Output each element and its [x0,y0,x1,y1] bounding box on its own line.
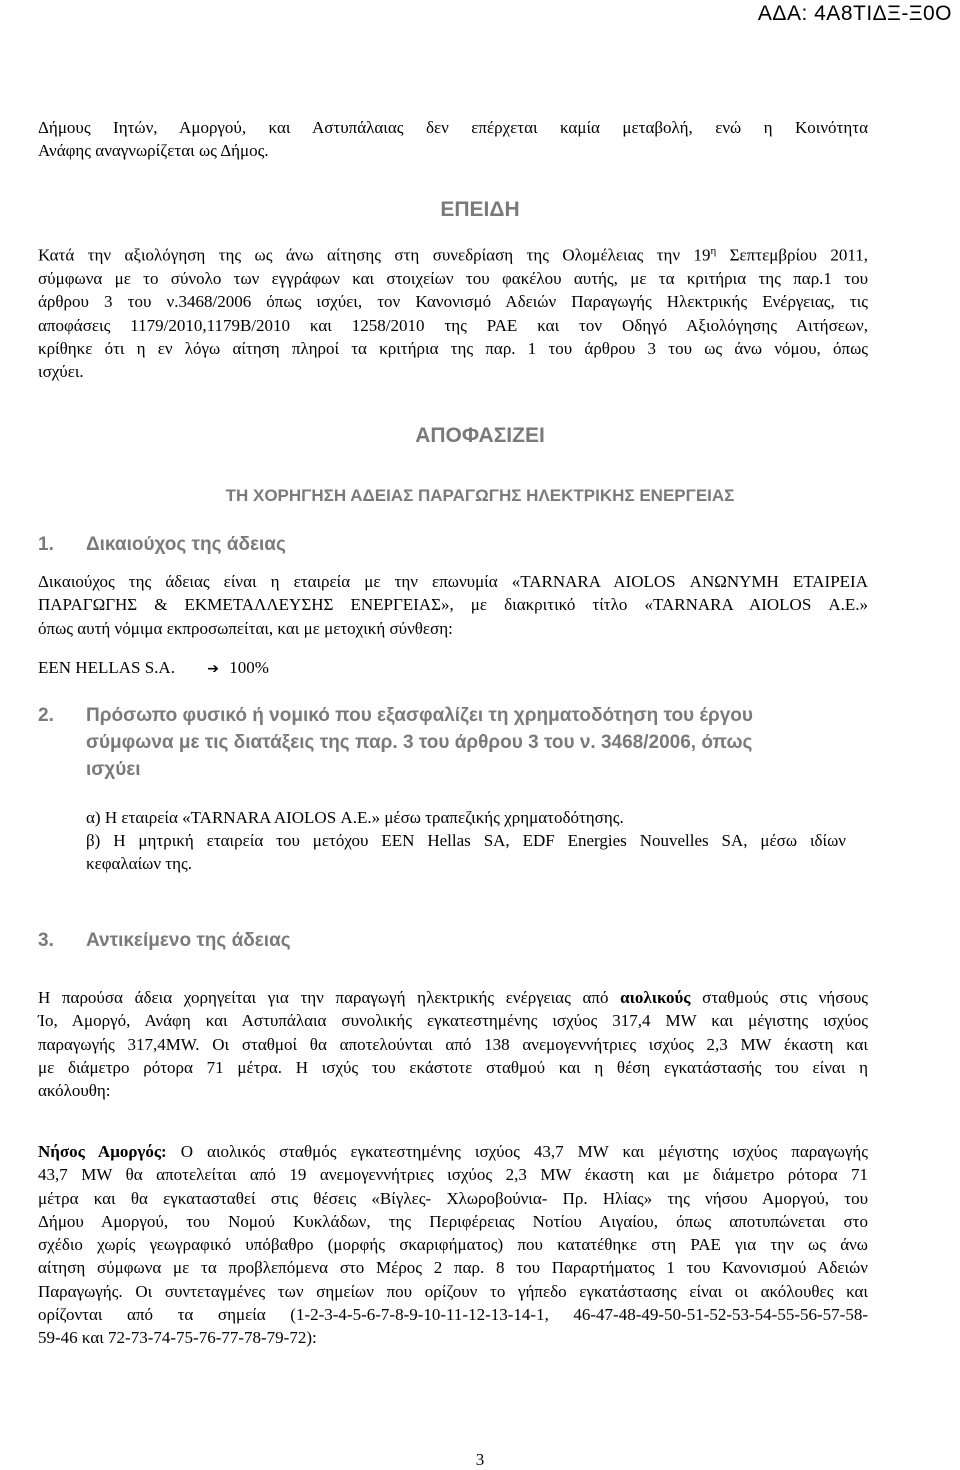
apofasizei-heading: ΑΠΟΦΑΣΙΖΕΙ [415,424,545,447]
section-3-line: παραγωγής 317,4MW. Οι σταθμοί θα αποτελούνται από 138 ανεμογεννήτριες ισχύος 2,3 MW έκαστη και [38,1034,868,1054]
arrow-icon: ➔ [207,661,219,677]
section-3-line: με διάμετρο ρότορα 71 μέτρα. Η ισχύς του εκάστοτε σταθμού και η θέση εγκατάστασής του είναι η [38,1057,868,1077]
amorgos-label: Νήσος Αμοργός: [38,1142,167,1161]
shareholder-row [38,656,269,681]
financing-item-b: β) Η μητρική εταιρεία του μετόχου EEN Hellas SA, EDF Energies Nouvelles SA, μέσω ιδίων [86,831,846,850]
amorgos-line: σχέδιο χωρίς γεωγραφικό υπόβαθρο (μορφής σκαριφήματος) που κατατέθηκε στη ΡΑΕ για την ως άνω [38,1235,868,1255]
financing-item-a: α) Η εταιρεία «TARNARA AIOLOS Α.Ε.» μέσω τραπεζικής χρηματοδότησης. [86,808,624,827]
epeidi-paragraph [38,240,868,383]
section-1-line: Δικαιούχος της άδειας είναι η εταιρεία με την επωνυμία «TARNARA AIOLOS ΑΝΩΝΥΜΗ ΕΤΑΙΡΕΙΑ [38,572,868,591]
license-grant-heading: ΤΗ ΧΟΡΗΓΗΣΗ ΑΔΕΙΑΣ ΠΑΡΑΓΩΓΗΣ ΗΛΕΚΤΡΙΚΗΣ ΕΝΕΡΓΕΙΑΣ [225,486,735,505]
section-2-items [86,806,846,875]
epeidi-line: κρίθηκε ότι η εν λόγω αίτηση πληροί τα κριτήρια της παρ. 1 του άρθρου 3 του ως άνω νόμου, όπως [38,338,868,358]
amorgos-line: ορίζονται από τα σημεία (1-2-3-4-5-6-7-8-9-10-11-12-13-14-1, 46-47-48-49-50-51-52-53-54-55-56-57-58- [38,1305,868,1325]
share-percent: 100% [229,658,269,677]
epeidi-line: ισχύει. [38,362,84,382]
intro-line: Ανάφης αναγνωρίζεται ως Δήμος. [38,141,269,161]
shareholder-name: EEN HELLAS S.A. [38,658,175,677]
amorgos-line: 43,7 MW θα αποτελείται από 19 ανεμογεννήτριες ισχύος 2,3 MW έκαστη και με διάμετρο ρότορα 71 [38,1165,868,1185]
page-number: 3 [475,1450,485,1469]
amorgos-line: αίτηση σύμφωνα με τα προβλεπόμενα στο Μέρος 2 παρ. 8 του Παραρτήματος 1 του Κανονισμού Αδειών [38,1258,868,1278]
section-3-line: Η παρούσα άδεια χορηγείται για την παραγωγή ηλεκτρικής ενέργειας από αιολικούς σταθμούς στις νήσους [38,988,869,1007]
amorgos-line: Παραγωγής. Οι συντεταγμένες των σημείων που ορίζουν το γήπεδο εγκατάστασης είναι οι ακόλουθες και [38,1281,868,1301]
amorgos-line: 59-46 και 72-73-74-75-76-77-78-79-72): [38,1328,317,1348]
epeidi-line: αποφάσεις 1179/2010,1179Β/2010 και 1258/2010 της ΡΑΕ και τον Οδηγό Αξιολόγησης Αιτήσεων, [38,315,868,335]
amorgos-line: Δήμου Αμοργού, του Νομού Κυκλάδων, της Περιφέρειας Νοτίου Αιγαίου, όπως αποτυπώνεται στο [38,1211,868,1231]
epeidi-line: σύμφωνα με το σύνολο των εγγράφων και στοιχείων του φακέλου αυτής, με τα κριτήρια της παρ.1 του [38,268,868,288]
section-1-line: όπως αυτή νόμιμα εκπροσωπείται, και με μετοχική σύνθεση: [38,618,453,638]
intro-paragraph [38,116,868,163]
section-1-paragraph [38,570,868,640]
epeidi-line: Κατά την αξιολόγηση της ως άνω αίτησης στη συνεδρίαση της Ολομέλειας την $19^\eta$ Σεπτεμβρίου 2011, [38,245,868,265]
section-3-title: 3. Αντικείμενο της άδειας [38,930,291,951]
section-1-title: 1. Δικαιούχος της άδειας [38,534,286,555]
epeidi-line: άρθρου 3 του ν.3468/2006 όπως ισχύει, τον Κανονισμό Αδειών Παραγωγής Ηλεκτρικής Ενέργειας, τις [38,292,868,312]
section-2-title: 2. Πρόσωπο φυσικό ή νομικό που εξασφαλίζει τη χρηματοδότηση του έργου σύμφωνα με τις διατάξεις της παρ. 3 του άρθρου 3 του ν. 3468/2006, όπως ισχύει [38,705,753,780]
section-1-line: ΠΑΡΑΓΩΓΗΣ & ΕΚΜΕΤΑΛΛΕΥΣΗΣ ΕΝΕΡΓΕΙΑΣ», με διακριτικό τίτλο «TARNARA AIOLOS Α.Ε.» [38,595,868,615]
financing-item-b: κεφαλαίων της. [86,854,192,873]
amorgos-line: Νήσος Αμοργός: Ο αιολικός σταθμός εγκατεστημένης ισχύος 43,7 MW και μέγιστης ισχύος παραγωγής [38,1142,868,1161]
intro-line: Δήμους Ιητών, Αμοργού, και Αστυπάλαιας δεν επέρχεται καμία μεταβολή, ενώ η Κοινότητα [38,118,868,137]
ada-code: ΑΔΑ: 4Α8ΤΙΔΞ-Ξ0Ο [757,2,952,25]
section-3-line: Ίο, Αμοργό, Ανάφη και Αστυπάλαια συνολικής εγκατεστημένης ισχύος 317,4 MW και μέγιστης ισχύος [38,1011,868,1031]
section-3-paragraph-1 [38,986,868,1102]
amorgos-line: μέτρα και θα εγκατασταθεί στις θέσεις «Βίγλες- Χλωροβούνια- Πρ. Ηλίας» της νήσου Αμοργού, του [38,1188,868,1208]
epeidi-heading: ΕΠΕΙΔΗ [440,198,520,221]
section-3-line: ακόλουθη: [38,1081,111,1101]
amorgos-paragraph [38,1140,868,1350]
